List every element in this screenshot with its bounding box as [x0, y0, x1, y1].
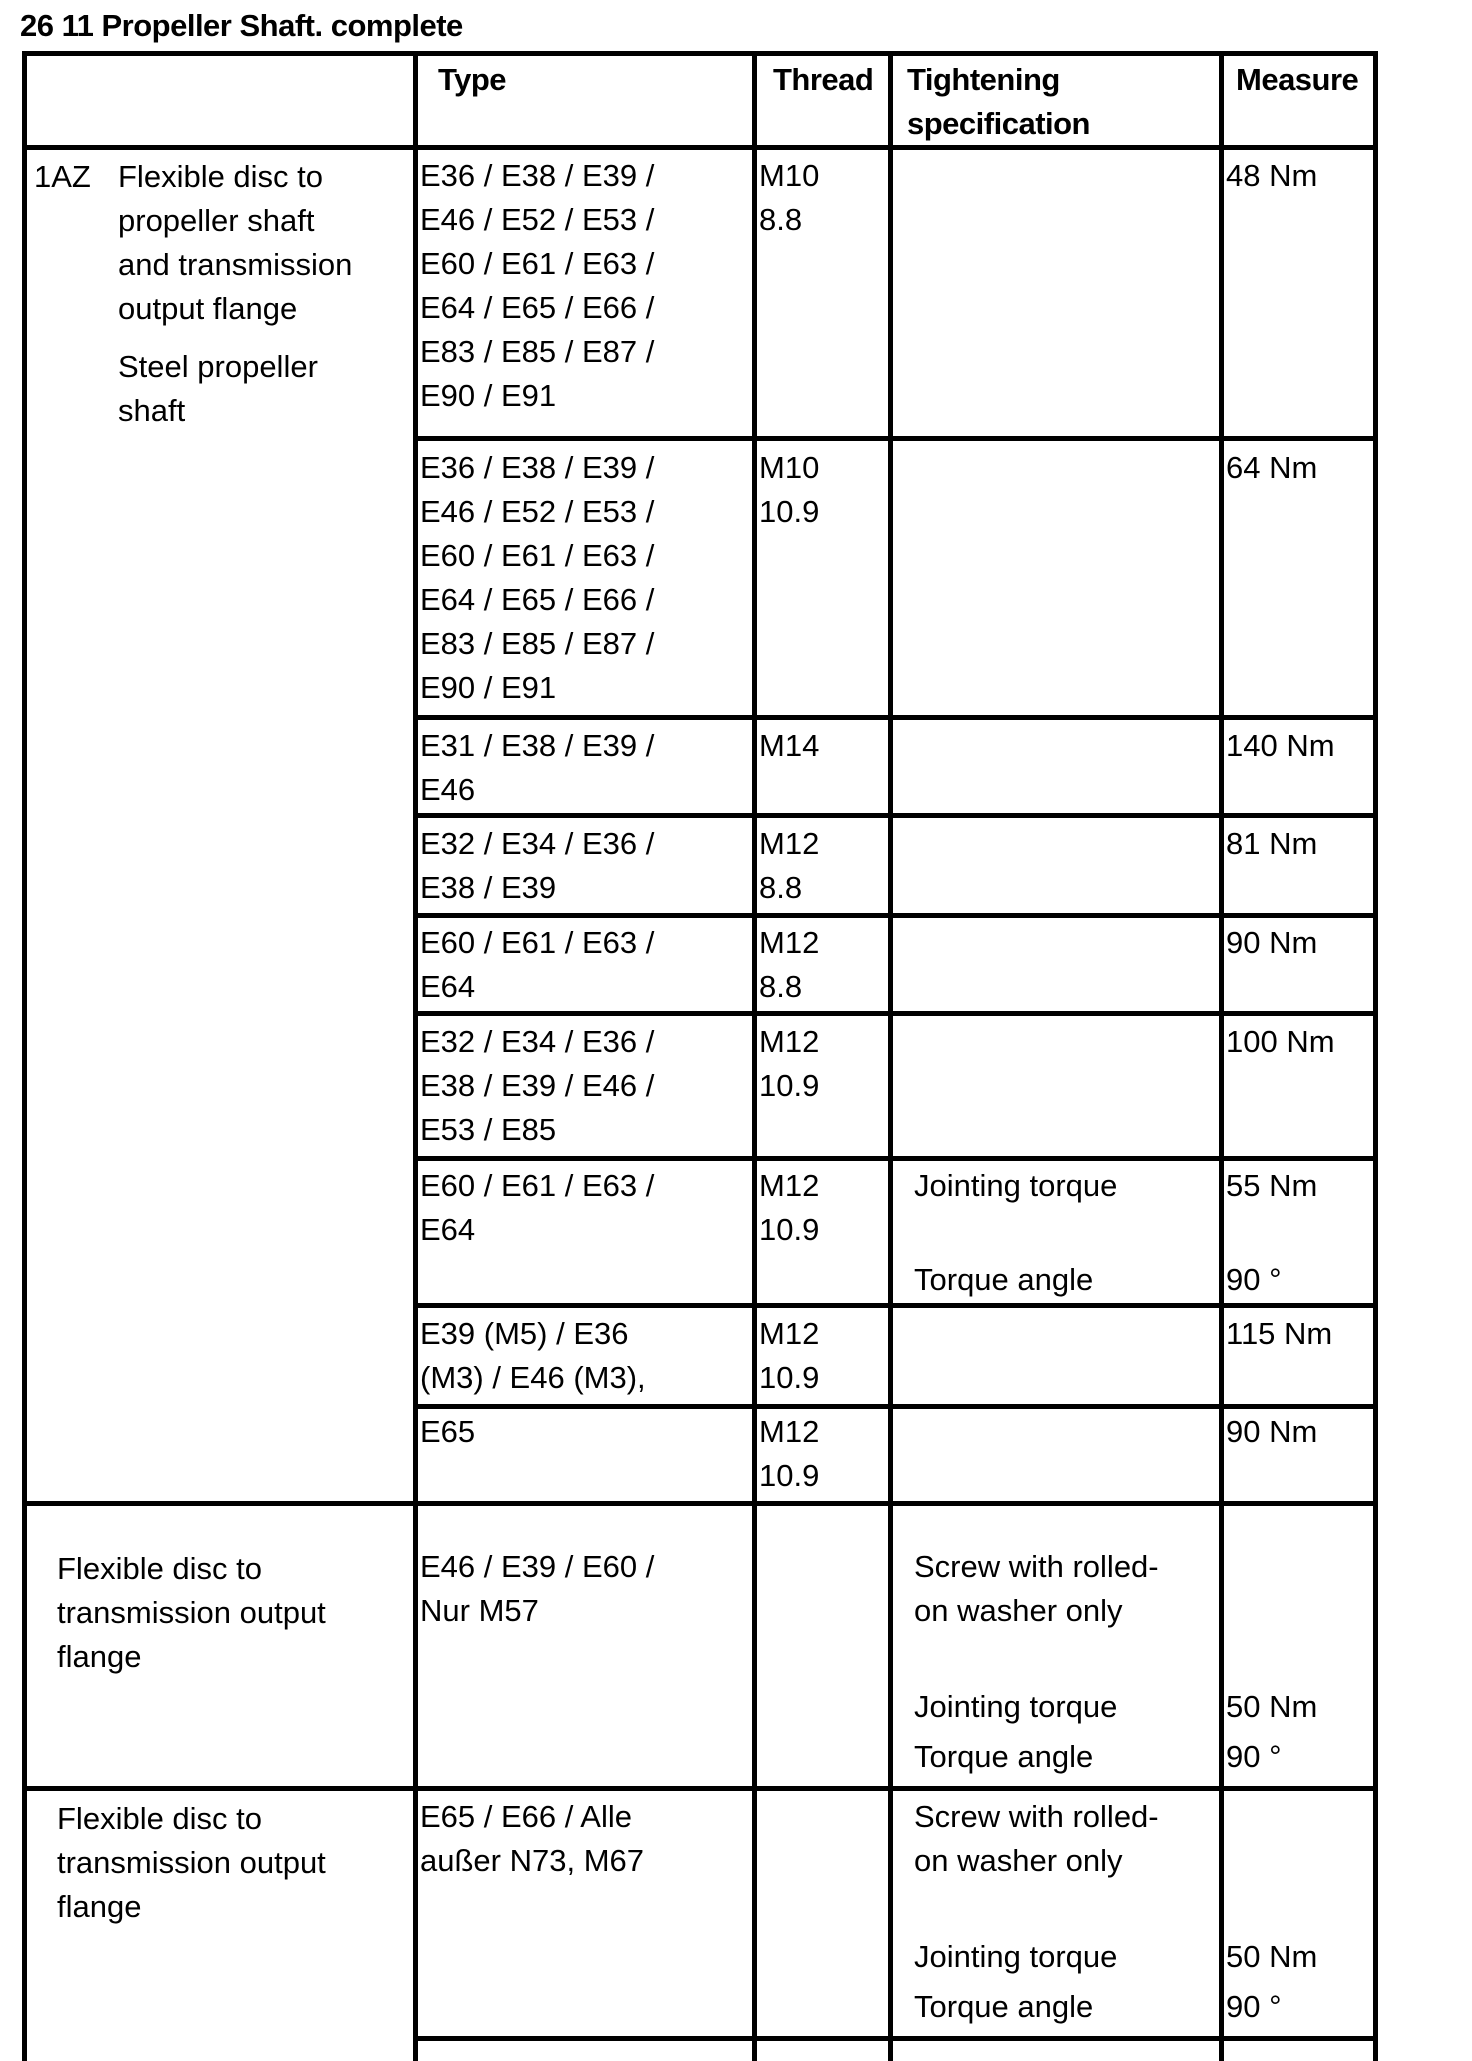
- type-cell: E32 / E34 / E36 / E38 / E39: [420, 826, 655, 905]
- row-divider: [413, 1156, 1378, 1161]
- thread-cell: M10 8.8: [759, 158, 820, 237]
- measure-cell: 90 Nm: [1226, 1414, 1318, 1449]
- group-divider: [22, 1501, 1378, 1506]
- type-cell: E32 / E34 / E36 / E38 / E39 / E46 / E53 / E85: [420, 1024, 655, 1147]
- header-tightening: Tightening specification: [907, 62, 1090, 141]
- part-description: Flexible disc to transmission output flange: [57, 1551, 326, 1674]
- row-divider: [413, 715, 1378, 720]
- part-code: 1AZ: [34, 159, 91, 194]
- measure-cell: 115 Nm: [1226, 1316, 1333, 1351]
- row-divider: [413, 1404, 1378, 1409]
- group-divider: [22, 1786, 1378, 1791]
- spec-cell: Jointing torque: [914, 1939, 1118, 1974]
- row-divider: [413, 913, 1378, 918]
- part-description: Flexible disc to propeller shaft and transmission output flange: [118, 159, 353, 326]
- note-cell: Screw with rolled- on washer only: [914, 1549, 1159, 1628]
- page-title: 26 11 Propeller Shaft. complete: [20, 8, 463, 43]
- spec-cell: Torque angle: [914, 1989, 1094, 2024]
- table-border-left: [22, 51, 27, 2061]
- type-cell: E36 / E38 / E39 / E46 / E52 / E53 / E60 / E61 / E63 / E64 / E65 / E66 / E83 / E85 / E87 / E90 / E91: [420, 450, 655, 705]
- header-type: Type: [438, 62, 507, 97]
- header-measure: Measure: [1236, 62, 1359, 97]
- col-divider-tightening: [888, 51, 893, 2061]
- thread-cell: M12 10.9: [759, 1316, 820, 1395]
- type-cell: E60 / E61 / E63 / E64: [420, 1168, 655, 1247]
- spec-cell: Torque angle: [914, 1262, 1094, 1297]
- measure-cell: 50 Nm: [1226, 1939, 1318, 1974]
- measure-cell: 90 °: [1226, 1989, 1282, 2024]
- measure-cell: 50 Nm: [1226, 1689, 1318, 1724]
- type-cell: E31 / E38 / E39 / E46: [420, 728, 655, 807]
- thread-cell: M12 10.9: [759, 1024, 820, 1103]
- part-subdescription: Steel propeller shaft: [118, 349, 318, 428]
- thread-cell: M12 8.8: [759, 826, 820, 905]
- row-divider: [413, 2036, 1378, 2041]
- row-divider: [413, 436, 1378, 441]
- note-cell: Screw with rolled- on washer only: [914, 1799, 1159, 1878]
- header-divider: [22, 145, 1378, 150]
- spec-cell: Jointing torque: [914, 1168, 1118, 1203]
- type-cell: E36 / E38 / E39 / E46 / E52 / E53 / E60 / E61 / E63 / E64 / E65 / E66 / E83 / E85 / E87 / E90 / E91: [420, 158, 655, 413]
- type-cell: E65: [420, 1414, 476, 1449]
- row-divider: [413, 1303, 1378, 1308]
- spec-cell: Jointing torque: [914, 1689, 1118, 1724]
- spec-cell: Torque angle: [914, 1739, 1094, 1774]
- type-cell: E65 / E66 / Alle außer N73, M67: [420, 1799, 644, 1878]
- row-divider: [413, 1011, 1378, 1016]
- table-border-right: [1373, 51, 1378, 2061]
- thread-cell: M12 10.9: [759, 1168, 820, 1247]
- thread-cell: M10 10.9: [759, 450, 820, 529]
- measure-cell: 55 Nm: [1226, 1168, 1318, 1203]
- measure-cell: 64 Nm: [1226, 450, 1318, 485]
- row-divider: [413, 813, 1378, 818]
- thread-cell: M12 10.9: [759, 1414, 820, 1493]
- col-divider-type: [413, 51, 418, 2061]
- table-border-top: [22, 51, 1378, 56]
- measure-cell: 81 Nm: [1226, 826, 1318, 861]
- measure-cell: 90 Nm: [1226, 925, 1318, 960]
- part-description: Flexible disc to transmission output flange: [57, 1801, 326, 1924]
- measure-cell: 90 °: [1226, 1262, 1282, 1297]
- measure-cell: 90 °: [1226, 1739, 1282, 1774]
- measure-cell: 140 Nm: [1226, 728, 1335, 763]
- type-cell: E60 / E61 / E63 / E64: [420, 925, 655, 1004]
- measure-cell: 100 Nm: [1226, 1024, 1335, 1059]
- col-divider-thread: [752, 51, 757, 2061]
- header-thread: Thread: [773, 62, 874, 97]
- thread-cell: M12 8.8: [759, 925, 820, 1004]
- thread-cell: M14: [759, 728, 820, 763]
- type-cell: E39 (M5) / E36 (M3) / E46 (M3),: [420, 1316, 646, 1395]
- col-divider-measure: [1219, 51, 1224, 2061]
- measure-cell: 48 Nm: [1226, 158, 1318, 193]
- type-cell: E46 / E39 / E60 / Nur M57: [420, 1549, 655, 1628]
